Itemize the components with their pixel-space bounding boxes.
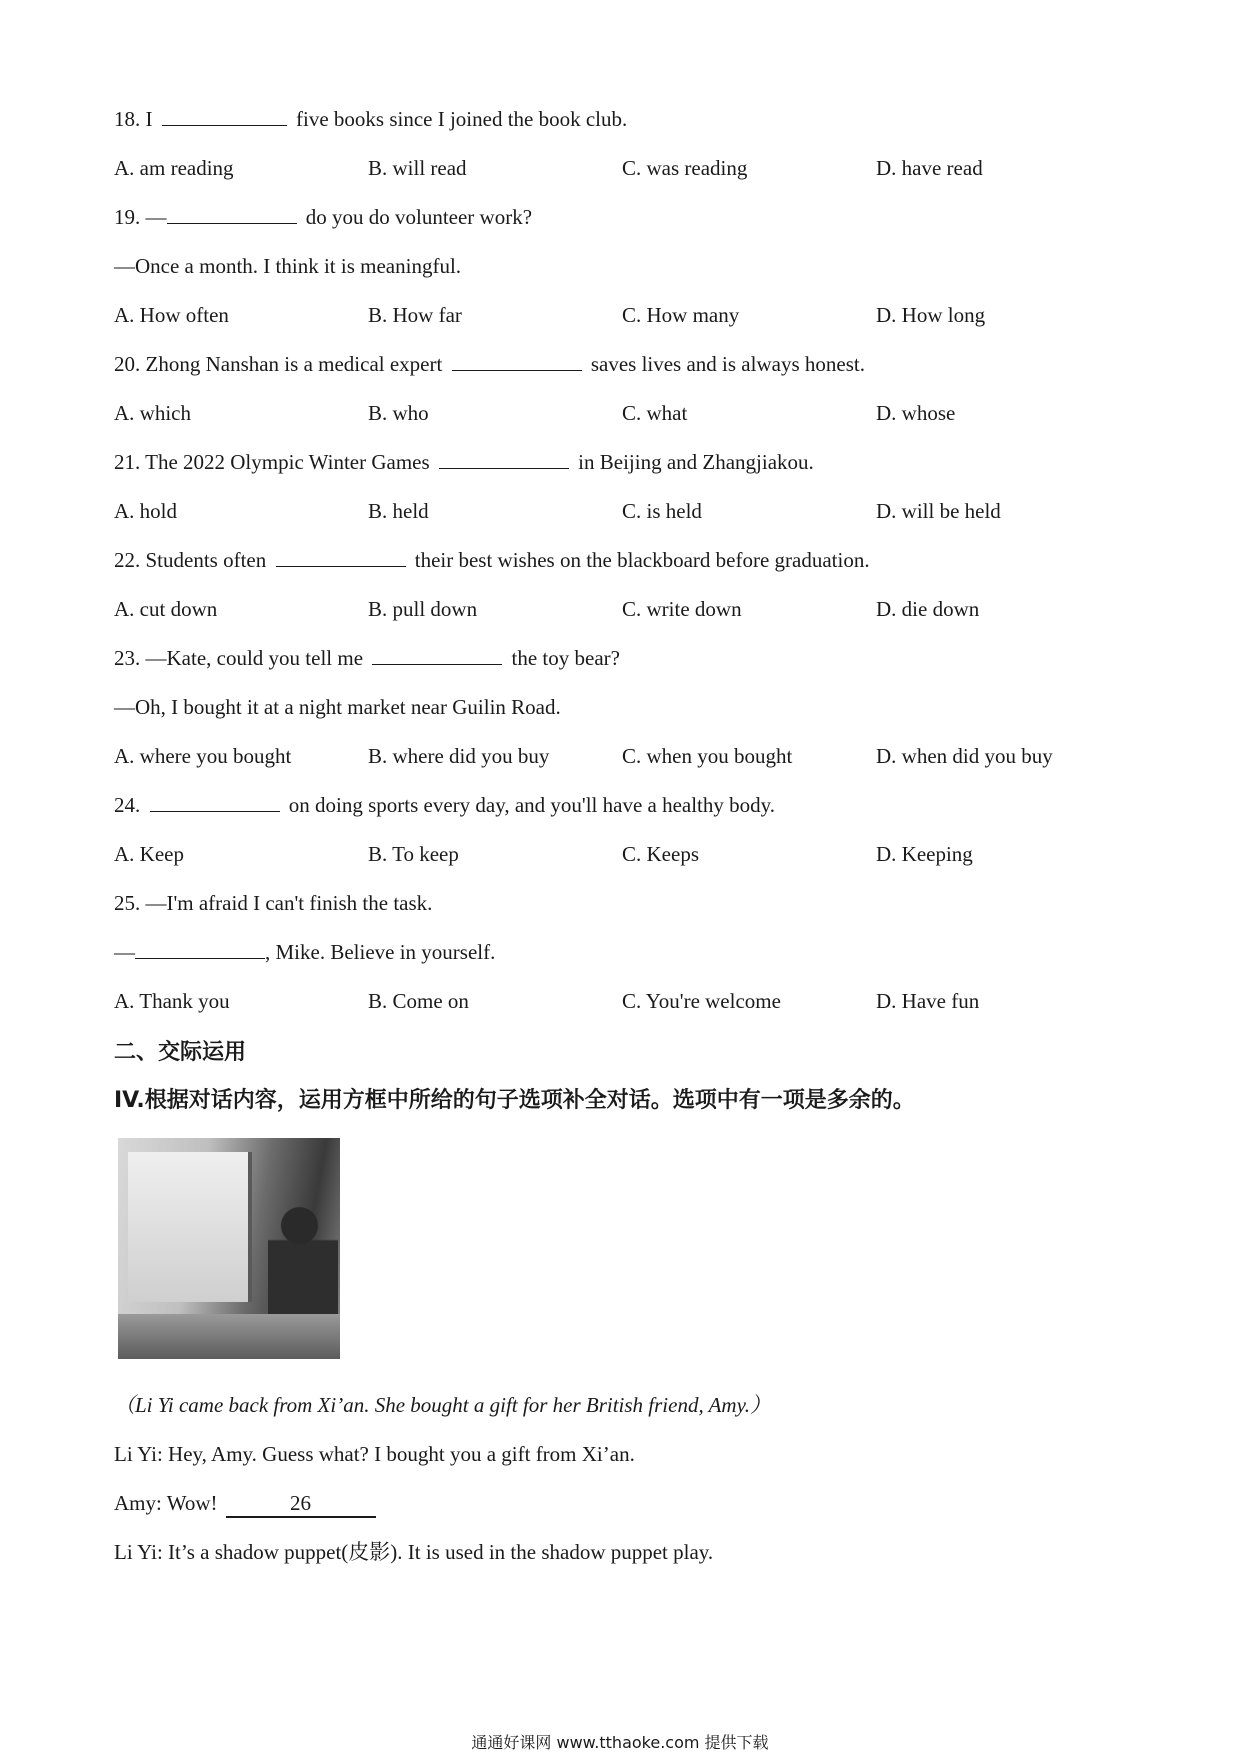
option-d: D. die down (876, 597, 980, 621)
option-a: A. How often (114, 303, 229, 327)
question-stem-text: 21. The 2022 Olympic Winter Games (114, 450, 430, 474)
question-22-stem (114, 547, 1140, 573)
option-d: D. Have fun (876, 989, 980, 1013)
question-20-stem (114, 351, 1140, 377)
option-d: D. have read (876, 156, 983, 180)
dialogue-caption: （Li Yi came back from Xi’an. She bought a gift for her British friend, Amy.） (114, 1393, 771, 1417)
option-c: C. was reading (622, 156, 748, 180)
option-a: A. Keep (114, 842, 184, 866)
option-b: B. who (368, 401, 429, 425)
answer-blank (452, 352, 582, 371)
reply-text: — (114, 940, 135, 964)
answer-blank (276, 548, 406, 567)
question-stem-text: 20. Zhong Nanshan is a medical expert (114, 352, 443, 376)
answer-blank (439, 450, 569, 469)
question-stem-text: in Beijing and Zhangjiakou. (578, 450, 814, 474)
question-stem-text: 22. Students often (114, 548, 267, 572)
question-23-options (114, 743, 1140, 769)
question-22-options (114, 596, 1140, 622)
option-d: D. when did you buy (876, 744, 1053, 768)
question-stem-text: 19. — (114, 205, 167, 229)
question-25-options (114, 988, 1140, 1014)
option-c: C. How many (622, 303, 740, 327)
photo-window-area (128, 1152, 252, 1302)
question-stem-text: 18. I (114, 107, 153, 131)
answer-blank (372, 646, 502, 665)
option-b: B. Come on (368, 989, 469, 1013)
question-stem-text: do you do volunteer work? (305, 205, 533, 229)
option-d: D. Keeping (876, 842, 973, 866)
question-21-stem (114, 449, 1140, 475)
page-footer: 通通好课网 www.tthaoke.com 提供下载 (471, 1733, 769, 1752)
question-19-stem (114, 204, 1140, 230)
question-24-options (114, 841, 1140, 867)
blank-26: 26 (226, 1490, 376, 1518)
dialogue-line-amy-1 (114, 1490, 1140, 1518)
option-a: A. where you bought (114, 744, 292, 768)
option-b: B. will read (368, 156, 467, 180)
option-a: A. am reading (114, 156, 234, 180)
option-b: B. pull down (368, 597, 478, 621)
option-a: A. which (114, 401, 191, 425)
question-23-reply: —Oh, I bought it at a night market near Guilin Road. (114, 695, 561, 719)
option-c: C. You're welcome (622, 989, 781, 1013)
section-title: 二、交际运用 (114, 1040, 247, 1065)
option-a: A. hold (114, 499, 177, 523)
photo-table-area (118, 1314, 340, 1359)
option-d: D. will be held (876, 499, 1001, 523)
shadow-puppet-photo (118, 1138, 340, 1359)
question-24-stem (114, 792, 1140, 818)
question-18-stem (114, 106, 1140, 132)
question-stem-text: 24. (114, 793, 141, 817)
dialogue-line-li-yi-2: Li Yi: It’s a shadow puppet(皮影). It is used in the shadow puppet play. (114, 1540, 714, 1564)
question-19-reply: —Once a month. I think it is meaningful. (114, 254, 462, 278)
reply-text: , Mike. Believe in yourself. (265, 940, 496, 964)
question-stem-text: the toy bear? (511, 646, 620, 670)
option-c: C. what (622, 401, 688, 425)
option-c: C. write down (622, 597, 742, 621)
option-d: D. whose (876, 401, 956, 425)
answer-blank (135, 940, 265, 959)
option-b: B. where did you buy (368, 744, 550, 768)
section-instruction: IV.根据对话内容，运用方框中所给的句子选项补全对话。选项中有一项是多余的。 (114, 1088, 915, 1113)
option-a: A. cut down (114, 597, 218, 621)
question-stem-text: their best wishes on the blackboard before graduation. (414, 548, 870, 572)
question-stem-text: 23. —Kate, could you tell me (114, 646, 364, 670)
question-stem-text: saves lives and is always honest. (590, 352, 865, 376)
dialogue-text: Amy: Wow! (114, 1491, 218, 1515)
answer-blank (167, 205, 297, 224)
dialogue-line-li-yi-1: Li Yi: Hey, Amy. Guess what? I bought you a gift from Xi’an. (114, 1442, 635, 1466)
option-b: B. held (368, 499, 429, 523)
question-19-options (114, 302, 1140, 328)
answer-blank (162, 107, 287, 126)
question-25-stem: 25. —I'm afraid I can't finish the task. (114, 891, 433, 915)
question-23-stem (114, 645, 1140, 671)
option-b: B. To keep (368, 842, 459, 866)
answer-blank (150, 793, 280, 812)
option-d: D. How long (876, 303, 986, 327)
option-c: C. when you bought (622, 744, 793, 768)
question-stem-text: on doing sports every day, and you'll have a healthy body. (288, 793, 776, 817)
option-c: C. is held (622, 499, 702, 523)
option-b: B. How far (368, 303, 462, 327)
option-c: C. Keeps (622, 842, 699, 866)
question-20-options (114, 400, 1140, 426)
question-18-options (114, 155, 1140, 181)
question-25-reply (114, 939, 1140, 965)
option-a: A. Thank you (114, 989, 230, 1013)
question-21-options (114, 498, 1140, 524)
question-stem-text: five books since I joined the book club. (296, 107, 628, 131)
